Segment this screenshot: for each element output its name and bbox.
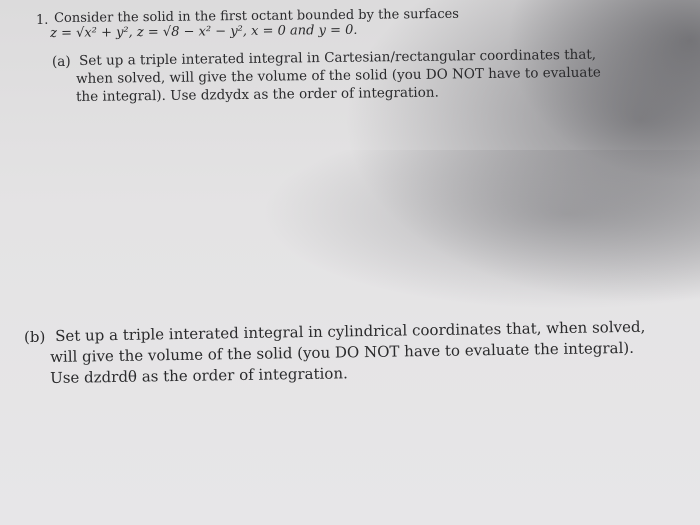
part-b-line-3: Use dzdrdθ as the order of integration. [49, 364, 348, 387]
part-a-label: (a) [52, 54, 71, 70]
question-surfaces: z = √x² + y², z = √8 − x² − y², x = 0 and y = 0. [49, 22, 358, 41]
part-b-line-2: will give the volume of the solid (you DO NOT have to evaluate the integral). [49, 338, 635, 366]
part-b-label: (b) [24, 328, 46, 346]
lighting-shadow [260, 150, 700, 310]
question-intro: Consider the solid in the first octant bounded by the surfaces [54, 6, 460, 26]
part-a-line-1: Set up a triple interated integral in Cartesian/rectangular coordinates that, [78, 46, 596, 69]
part-a-line-3: the integral). Use dzdydx as the order of integration. [75, 84, 439, 105]
part-b-line-1: Set up a triple interated integral in cylindrical coordinates that, when solved, [55, 317, 646, 345]
question-number: 1. [36, 13, 49, 28]
part-a-line-2: when solved, will give the volume of the solid (you DO NOT have to evaluate [75, 64, 601, 87]
